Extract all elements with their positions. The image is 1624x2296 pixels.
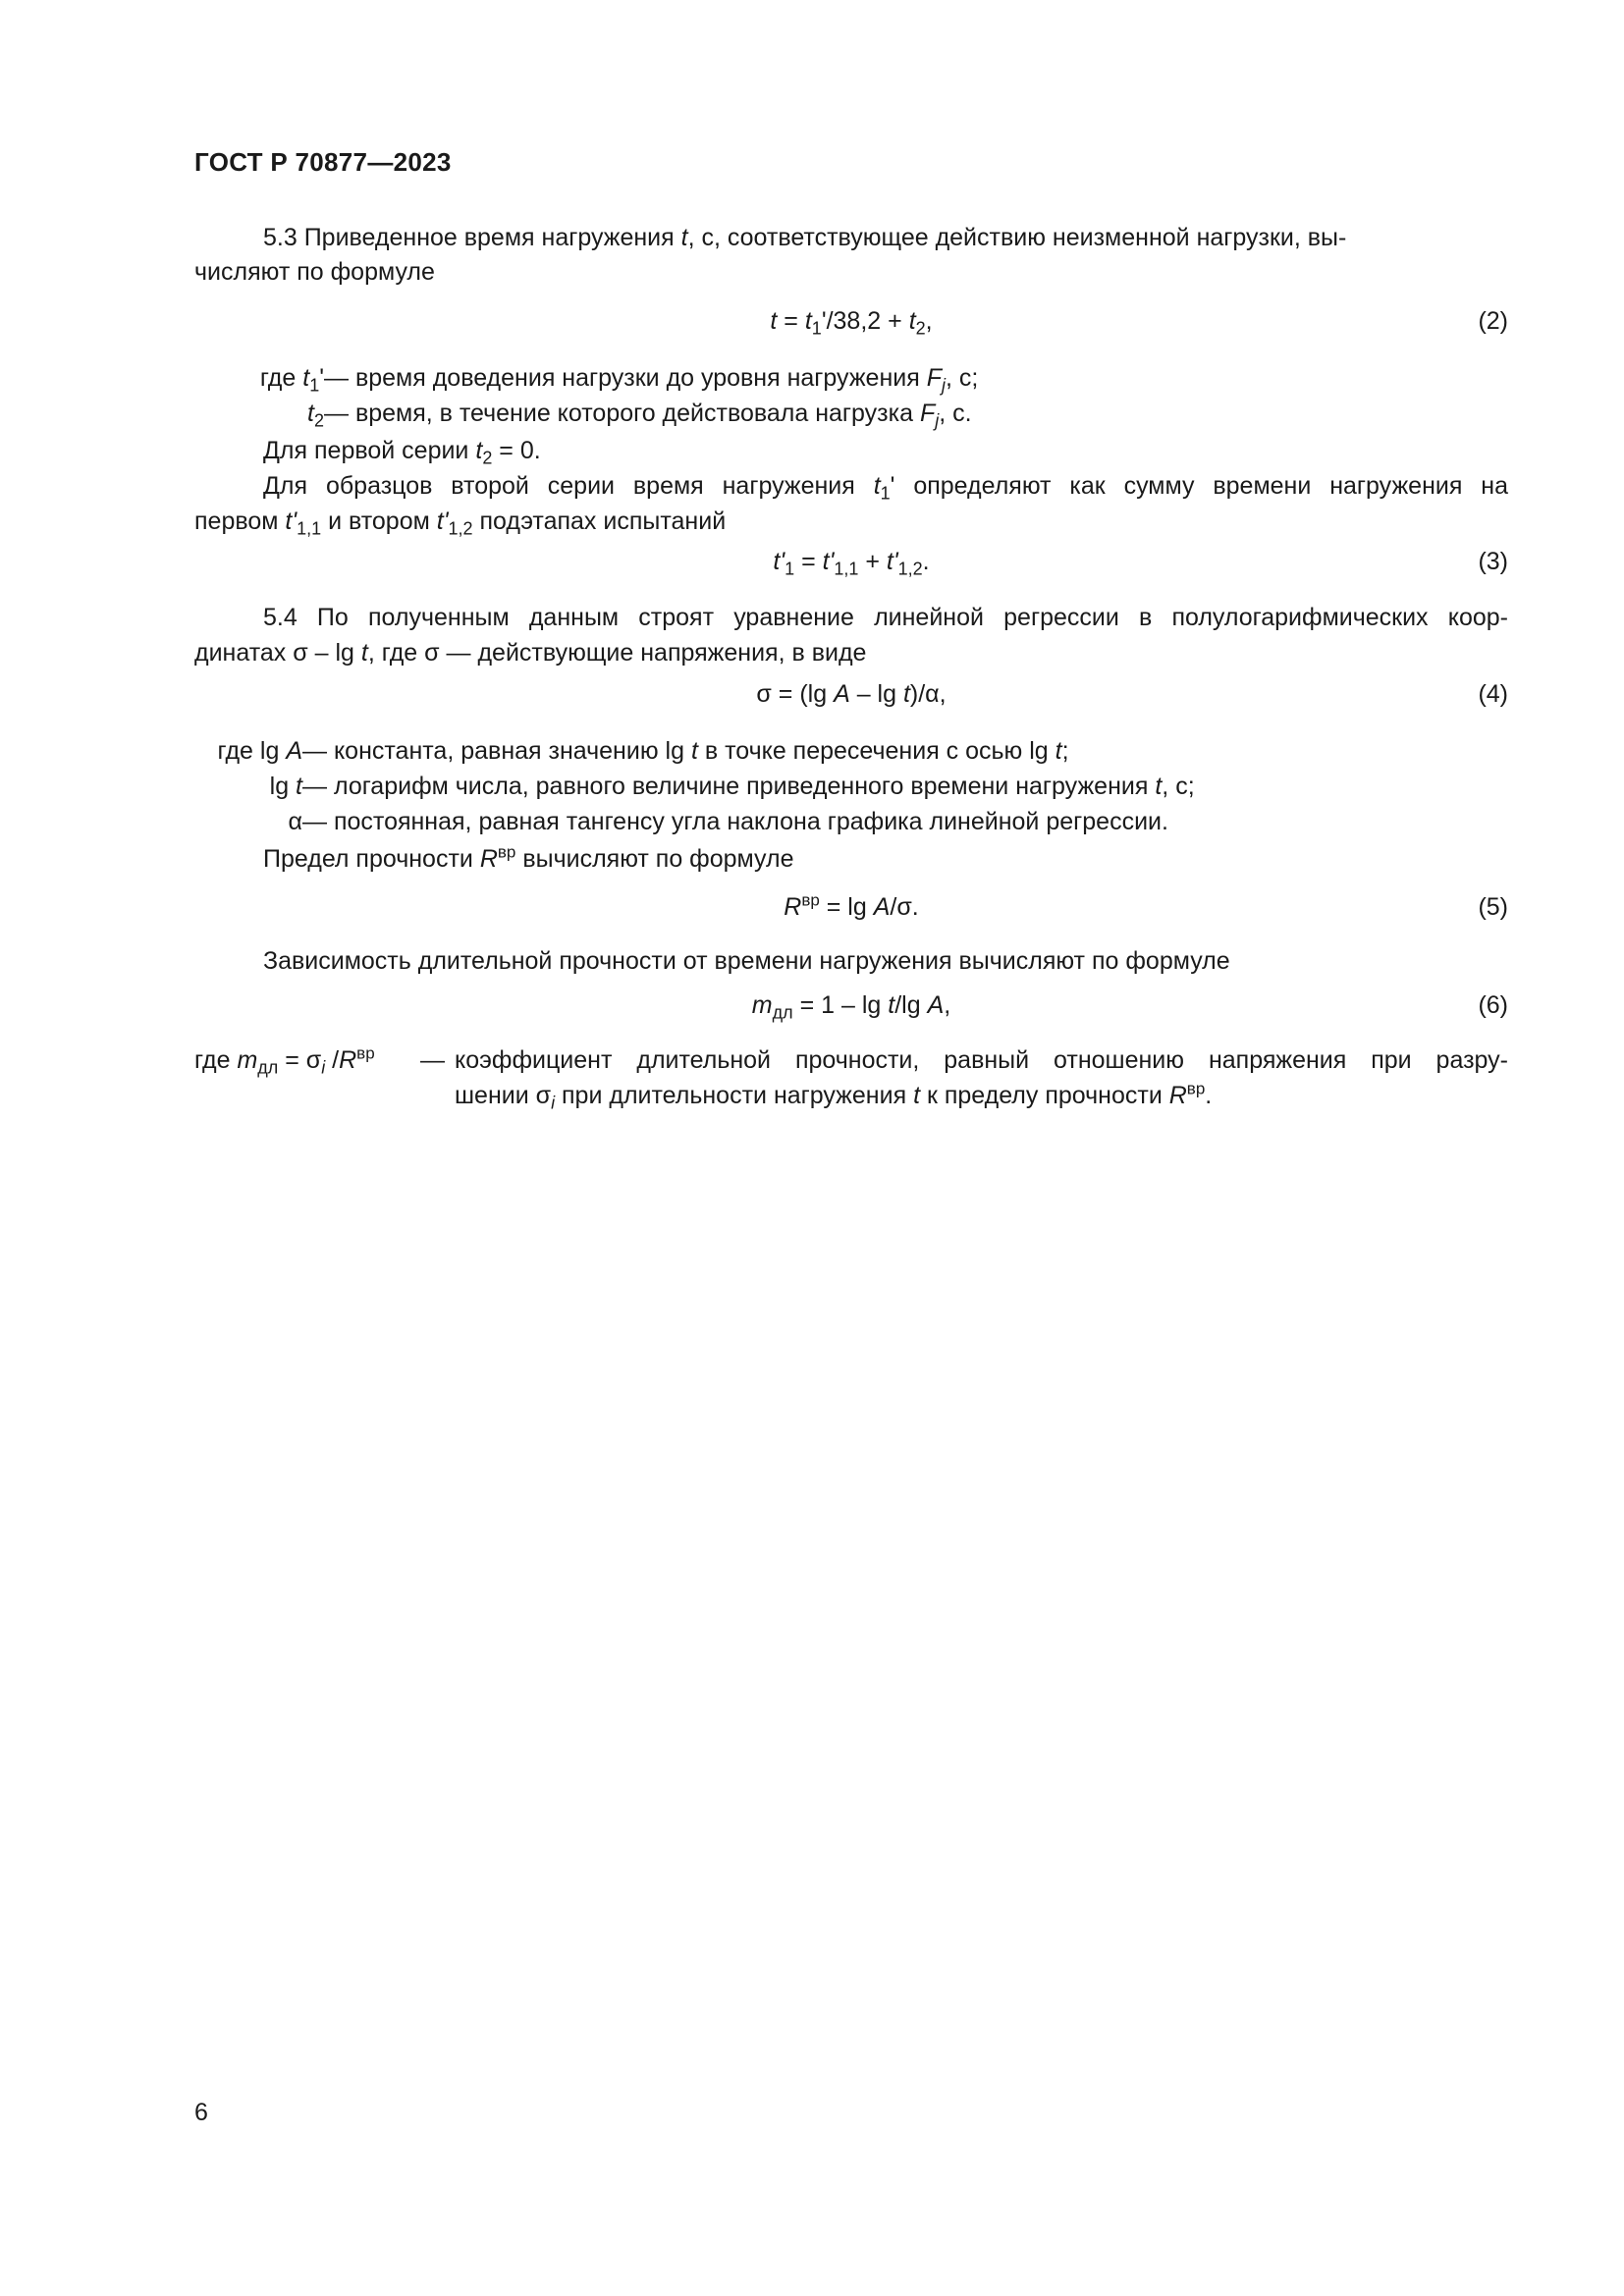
formula-6-expression: $m_{дл} = 1 - \lg t/\lg$ A, xyxy=(751,991,951,1023)
formula-5 xyxy=(194,890,1508,928)
formula-6-number: (6) xyxy=(1478,991,1508,1019)
first-series-note: Для первой серии $t_2 = 0$. xyxy=(263,437,541,468)
section-5-3-paragraph-line2: числяют по формуле xyxy=(194,258,435,286)
strength-limit-line: Предел прочности $R^{вр}$ вычисляют по формуле xyxy=(263,842,794,873)
formula-4-number: (4) xyxy=(1478,680,1508,708)
definition-mdl: где $m_{дл} = \sigma_i$ $/R^{вр}$ — коэффициент длительной прочности, равный отношению напряжения при разру- xyxy=(194,1043,1508,1078)
definition-t1: где $t_1'$ — время доведения нагрузки до уровня нагружения $F_j$, с; xyxy=(259,364,979,396)
definition-lgA: где lg A — константа, равная значению lg t в точке пересечения с осью lg t; xyxy=(217,737,1069,765)
formula-4-expression: σ = (lg A – lg t)/α, xyxy=(756,680,947,708)
section-5-4-line2: динатах σ – lg t, где σ — действующие напряжения, в виде xyxy=(194,639,867,667)
document-code-header: ГОСТ Р 70877—2023 xyxy=(194,147,452,177)
formula-6 xyxy=(194,991,1508,1026)
formula-3-expression: $t'_1 = t'_{1,1} + t'_{1,2}$. xyxy=(773,548,930,579)
formula-4 xyxy=(194,680,1508,715)
second-series-line1: Для образцов второй серии время нагружения $t_1'$ определяют как сумму времени нагружения на xyxy=(263,472,1508,504)
formula-2-expression: $t = t_1'/38,2 + t_2$, xyxy=(770,307,933,339)
dependency-line: Зависимость длительной прочности от времени нагружения вычисляют по формуле xyxy=(263,947,1230,975)
formula-3-number: (3) xyxy=(1478,548,1508,575)
definition-lgt: lg t — логарифм числа, равного величине приведенного времени нагружения t, с; xyxy=(269,773,1195,800)
formula-2-number: (2) xyxy=(1478,307,1508,335)
formula-3 xyxy=(194,548,1508,582)
definition-mdl-line2: шении $\sigma_i$ при длительности нагружения t к пределу прочности $R^{вр}$. xyxy=(455,1079,1213,1113)
section-5-3-paragraph: 5.3 Приведенное время нагружения t, с, соответствующее действию неизменной нагрузки, вы- xyxy=(263,224,1347,251)
page-number: 6 xyxy=(194,2099,208,2126)
formula-5-number: (5) xyxy=(1478,893,1508,921)
formula-2 xyxy=(194,307,1508,342)
section-5-4-line1: 5.4 По полученным данным строят уравнение линейной регрессии в полулогарифмических коор- xyxy=(263,604,1508,631)
definition-alpha: α — постоянная, равная тангенсу угла наклона графика линейной регрессии. xyxy=(288,808,1168,835)
second-series-line2: первом $t'_{1,1}$ и втором $t'_{1,2}$ подэтапах испытаний xyxy=(194,507,727,539)
formula-5-expression: $R^{вр} = \lg A/\sigma$. xyxy=(784,890,919,921)
definition-t2: $t_2$ — время, в течение которого действовала нагрузка $F_j$, с. xyxy=(307,400,972,431)
